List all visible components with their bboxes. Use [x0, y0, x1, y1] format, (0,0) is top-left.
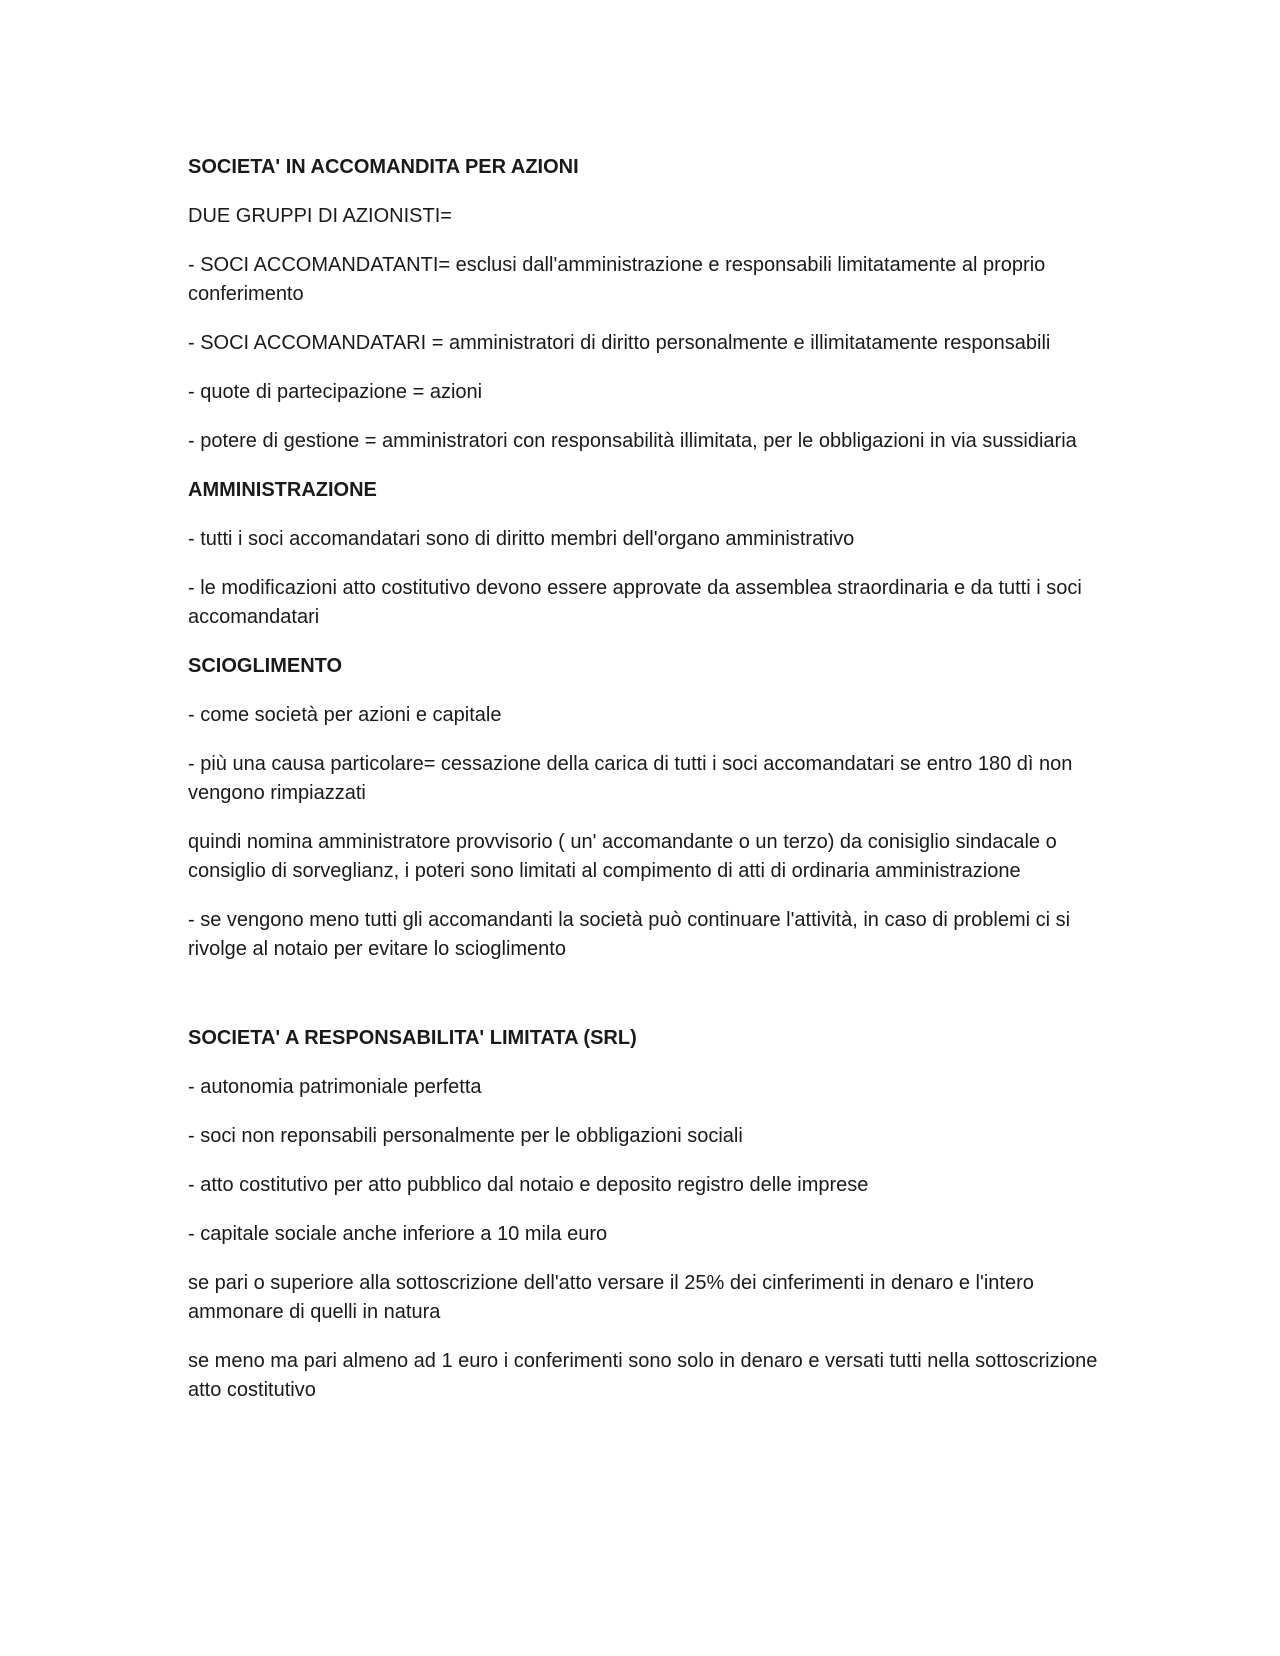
document-body	[188, 153, 1098, 1425]
section-heading-srl: SOCIETA' A RESPONSABILITA' LIMITATA (SRL)	[188, 1027, 637, 1049]
paragraph: - SOCI ACCOMANDATARI = amministratori di diritto personalmente e illimitatamente responsabili	[188, 332, 1051, 354]
paragraph: - capitale sociale anche inferiore a 10 mila euro	[188, 1223, 608, 1245]
paragraph: - SOCI ACCOMANDATANTI= esclusi dall'amministrazione e responsabili limitatamente al proprio conferimento	[188, 254, 1046, 305]
paragraph: quindi nomina amministratore provvisorio ( un' accomandante o un terzo) da conisiglio sindacale o consiglio di sorveglianz, i poteri sono limitati al compimento di atti di ordinaria amministrazione	[188, 831, 1057, 882]
paragraph: - potere di gestione = amministratori con responsabilità illimitata, per le obbligazioni in via sussidiaria	[188, 430, 1077, 452]
paragraph: - soci non reponsabili personalmente per le obbligazioni sociali	[188, 1125, 743, 1147]
paragraph: - autonomia patrimoniale perfetta	[188, 1076, 482, 1098]
empty-line-spacer	[188, 984, 1098, 1024]
paragraph: - più una causa particolare= cessazione della carica di tutti i soci accomandatari se entro 180 dì non vengono rimpiazzati	[188, 753, 1073, 804]
paragraph: - le modificazioni atto costitutivo devono essere approvate da assemblea straordinaria e da tutti i soci accomandatari	[188, 577, 1082, 628]
paragraph: - atto costitutivo per atto pubblico dal notaio e deposito registro delle imprese	[188, 1174, 869, 1196]
paragraph: - come società per azioni e capitale	[188, 704, 502, 726]
paragraph: se pari o superiore alla sottoscrizione dell'atto versare il 25% dei cinferimenti in denaro e l'intero ammonare di quelli in natura	[188, 1272, 1034, 1323]
section-heading-scioglimento: SCIOGLIMENTO	[188, 655, 343, 677]
section-heading-sapa: SOCIETA' IN ACCOMANDITA PER AZIONI	[188, 156, 579, 178]
paragraph: se meno ma pari almeno ad 1 euro i conferimenti sono solo in denaro e versati tutti nella sottoscrizione atto costitutivo	[188, 1350, 1098, 1401]
section-heading-amministrazione: AMMINISTRAZIONE	[188, 479, 377, 501]
paragraph: - se vengono meno tutti gli accomandanti la società può continuare l'attività, in caso di problemi ci si rivolge al notaio per evitare lo scioglimento	[188, 909, 1071, 960]
paragraph: DUE GRUPPI DI AZIONISTI=	[188, 205, 452, 227]
paragraph: - tutti i soci accomandatari sono di diritto membri dell'organo amministrativo	[188, 528, 855, 550]
paragraph: - quote di partecipazione = azioni	[188, 381, 483, 403]
